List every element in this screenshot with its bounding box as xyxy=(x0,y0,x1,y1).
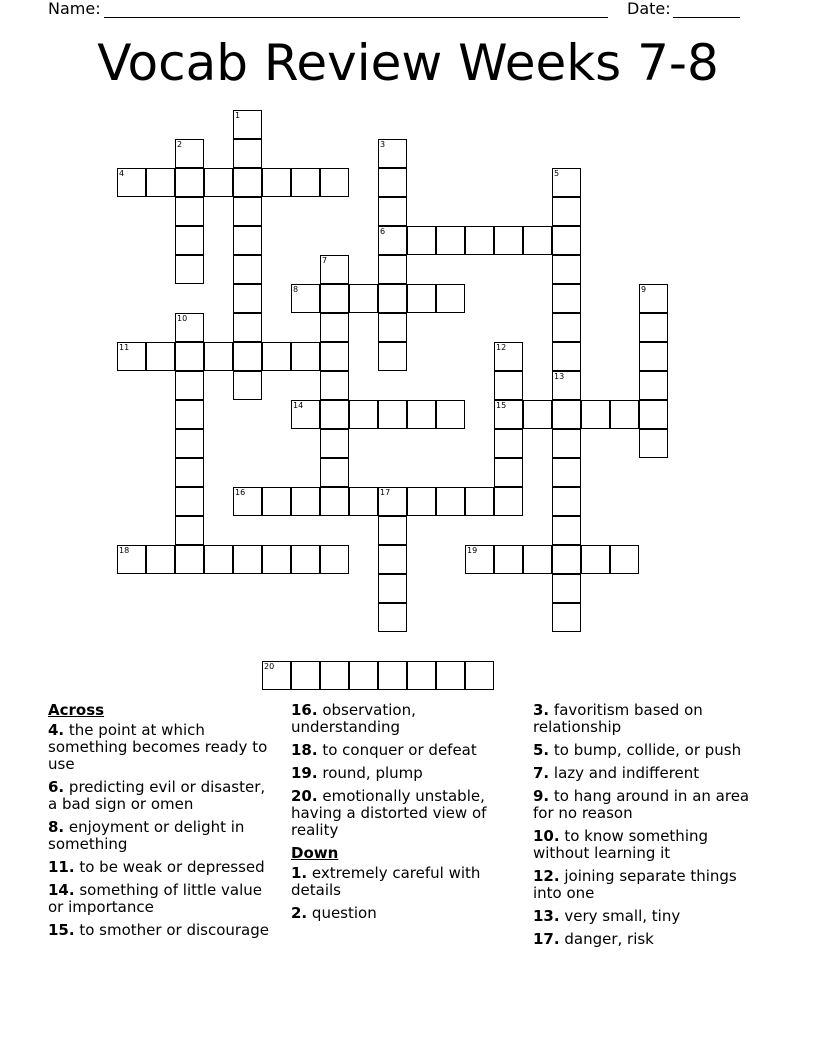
crossword-cell[interactable] xyxy=(494,487,523,516)
cell-number: 1 xyxy=(235,111,241,120)
crossword-cell[interactable] xyxy=(291,342,320,371)
crossword-cell[interactable] xyxy=(349,661,378,690)
crossword-cell[interactable] xyxy=(175,487,204,516)
crossword-cell[interactable] xyxy=(291,545,320,574)
crossword-cell[interactable] xyxy=(349,284,378,313)
crossword-cell[interactable] xyxy=(378,342,407,371)
crossword-cell[interactable] xyxy=(378,139,407,168)
clue-down-3: 3. favoritism based on relationship xyxy=(533,701,703,736)
crossword-cell[interactable] xyxy=(262,342,291,371)
crossword-cell[interactable] xyxy=(552,168,581,197)
crossword-cell[interactable] xyxy=(552,516,581,545)
name-label: Name: xyxy=(48,0,101,18)
crossword-cell[interactable] xyxy=(552,284,581,313)
crossword-cell[interactable] xyxy=(320,487,349,516)
crossword-cell[interactable] xyxy=(233,545,262,574)
crossword-cell[interactable] xyxy=(291,661,320,690)
crossword-cell[interactable] xyxy=(581,545,610,574)
crossword-cell[interactable] xyxy=(175,168,204,197)
crossword-cell[interactable] xyxy=(552,429,581,458)
crossword-cell[interactable] xyxy=(494,400,523,429)
crossword-cell[interactable] xyxy=(639,400,668,429)
crossword-cell[interactable] xyxy=(117,545,146,574)
crossword-cell[interactable] xyxy=(494,429,523,458)
crossword-cell[interactable] xyxy=(146,168,175,197)
crossword-cell[interactable] xyxy=(233,197,262,226)
crossword-cell[interactable] xyxy=(175,342,204,371)
crossword-cell[interactable] xyxy=(175,545,204,574)
cell-number: 17 xyxy=(380,488,391,497)
crossword-cell[interactable] xyxy=(291,487,320,516)
crossword-cell[interactable] xyxy=(175,226,204,255)
crossword-cell[interactable] xyxy=(378,255,407,284)
crossword-cell[interactable] xyxy=(233,168,262,197)
across-heading: Across xyxy=(48,701,105,719)
cell-number: 16 xyxy=(235,488,246,497)
clue-down-2: 2. question xyxy=(291,904,377,922)
crossword-cell[interactable] xyxy=(436,661,465,690)
crossword-cell[interactable] xyxy=(465,487,494,516)
crossword-cell[interactable] xyxy=(639,342,668,371)
down-heading: Down xyxy=(291,844,339,862)
crossword-cell[interactable] xyxy=(349,487,378,516)
crossword-cell[interactable] xyxy=(117,342,146,371)
crossword-cell[interactable] xyxy=(320,661,349,690)
crossword-cell[interactable] xyxy=(175,371,204,400)
cell-number: 11 xyxy=(119,343,130,352)
crossword-cell[interactable] xyxy=(175,313,204,342)
crossword-cell[interactable] xyxy=(146,545,175,574)
date-label: Date: xyxy=(627,0,671,18)
crossword-cell[interactable] xyxy=(233,110,262,139)
crossword-cell[interactable] xyxy=(233,226,262,255)
crossword-cell[interactable] xyxy=(494,342,523,371)
crossword-cell[interactable] xyxy=(378,400,407,429)
clue-across-20: 20. emotionally unstable, having a distorted view of reality xyxy=(291,787,487,839)
cell-number: 14 xyxy=(293,401,304,410)
crossword-cell[interactable] xyxy=(320,458,349,487)
crossword-cell[interactable] xyxy=(175,516,204,545)
crossword-cell[interactable] xyxy=(407,661,436,690)
crossword-cell[interactable] xyxy=(320,284,349,313)
crossword-cell[interactable] xyxy=(378,168,407,197)
clue-column-1 xyxy=(48,702,273,945)
crossword-cell[interactable] xyxy=(175,255,204,284)
clue-across-19: 19. round, plump xyxy=(291,764,423,782)
crossword-cell[interactable] xyxy=(552,313,581,342)
crossword-cell[interactable] xyxy=(320,342,349,371)
crossword-cell[interactable] xyxy=(436,226,465,255)
crossword-cell[interactable] xyxy=(407,284,436,313)
clue-down-1: 1. extremely careful with details xyxy=(291,864,481,899)
crossword-cell[interactable] xyxy=(378,226,407,255)
crossword-cell[interactable] xyxy=(175,458,204,487)
clue-down-7: 7. lazy and indifferent xyxy=(533,764,700,782)
crossword-cell[interactable] xyxy=(494,545,523,574)
crossword-cell[interactable] xyxy=(436,284,465,313)
crossword-cell[interactable] xyxy=(320,255,349,284)
crossword-cell[interactable] xyxy=(465,545,494,574)
crossword-cell[interactable] xyxy=(465,226,494,255)
crossword-cell[interactable] xyxy=(233,284,262,313)
crossword-cell[interactable] xyxy=(320,429,349,458)
crossword-cell[interactable] xyxy=(639,313,668,342)
crossword-cell[interactable] xyxy=(639,371,668,400)
crossword-cell[interactable] xyxy=(204,168,233,197)
clue-across-15: 15. to smother or discourage xyxy=(48,921,269,939)
crossword-cell[interactable] xyxy=(378,516,407,545)
crossword-cell[interactable] xyxy=(552,458,581,487)
crossword-cell[interactable] xyxy=(552,255,581,284)
crossword-cell[interactable] xyxy=(407,487,436,516)
crossword-cell[interactable] xyxy=(175,429,204,458)
crossword-cell[interactable] xyxy=(378,313,407,342)
crossword-cell[interactable] xyxy=(320,168,349,197)
clue-across-14: 14. something of little value or importance xyxy=(48,881,263,916)
crossword-cell[interactable] xyxy=(552,226,581,255)
crossword-cell[interactable] xyxy=(552,342,581,371)
crossword-cell[interactable] xyxy=(436,400,465,429)
crossword-cell[interactable] xyxy=(552,197,581,226)
cell-number: 19 xyxy=(467,546,478,555)
clue-down-12: 12. joining separate things into one xyxy=(533,867,737,902)
crossword-cell[interactable] xyxy=(320,313,349,342)
cell-number: 2 xyxy=(177,140,183,149)
crossword-cell[interactable] xyxy=(523,400,552,429)
crossword-cell[interactable] xyxy=(378,197,407,226)
cell-number: 7 xyxy=(322,256,328,265)
clue-across-4: 4. the point at which something becomes ready to use xyxy=(48,721,268,773)
crossword-cell[interactable] xyxy=(233,371,262,400)
crossword-cell[interactable] xyxy=(320,371,349,400)
cell-number: 5 xyxy=(554,169,560,178)
clue-down-5: 5. to bump, collide, or push xyxy=(533,741,742,759)
crossword-cell[interactable] xyxy=(494,458,523,487)
crossword-cell[interactable] xyxy=(233,255,262,284)
crossword-cell[interactable] xyxy=(146,342,175,371)
crossword-cell[interactable] xyxy=(233,487,262,516)
crossword-cell[interactable] xyxy=(552,545,581,574)
crossword-cell[interactable] xyxy=(407,400,436,429)
crossword-cell[interactable] xyxy=(291,168,320,197)
cell-number: 10 xyxy=(177,314,188,323)
crossword-cell[interactable] xyxy=(552,487,581,516)
crossword-cell[interactable] xyxy=(233,139,262,168)
crossword-cell[interactable] xyxy=(262,661,291,690)
crossword-cell[interactable] xyxy=(378,603,407,632)
crossword-cell[interactable] xyxy=(610,545,639,574)
crossword-cell[interactable] xyxy=(175,197,204,226)
clue-down-17: 17. danger, risk xyxy=(533,930,654,948)
crossword-cell[interactable] xyxy=(407,226,436,255)
cell-number: 15 xyxy=(496,401,507,410)
crossword-cell[interactable] xyxy=(262,168,291,197)
cell-number: 20 xyxy=(264,662,275,671)
crossword-cell[interactable] xyxy=(552,371,581,400)
crossword-cell[interactable] xyxy=(523,226,552,255)
crossword-cell[interactable] xyxy=(378,574,407,603)
clue-column-3 xyxy=(533,702,763,954)
crossword-cell[interactable] xyxy=(465,661,494,690)
crossword-cell[interactable] xyxy=(378,545,407,574)
cell-number: 9 xyxy=(641,285,647,294)
crossword-cell[interactable] xyxy=(204,545,233,574)
cell-number: 18 xyxy=(119,546,130,555)
crossword-cell[interactable] xyxy=(175,400,204,429)
crossword-cell[interactable] xyxy=(639,429,668,458)
crossword-cell[interactable] xyxy=(320,400,349,429)
cell-number: 4 xyxy=(119,169,125,178)
crossword-cell[interactable] xyxy=(523,545,552,574)
clue-across-6: 6. predicting evil or disaster, a bad sign or omen xyxy=(48,778,266,813)
crossword-cell[interactable] xyxy=(262,487,291,516)
crossword-cell[interactable] xyxy=(175,139,204,168)
crossword-cell[interactable] xyxy=(552,603,581,632)
cell-number: 3 xyxy=(380,140,386,149)
clue-across-8: 8. enjoyment or delight in something xyxy=(48,818,245,853)
clue-down-9: 9. to hang around in an area for no reason xyxy=(533,787,750,822)
crossword-cell[interactable] xyxy=(204,342,233,371)
crossword-cell[interactable] xyxy=(436,487,465,516)
clue-down-13: 13. very small, tiny xyxy=(533,907,681,925)
clue-across-16: 16. observation, understanding xyxy=(291,701,416,736)
clue-column-2 xyxy=(291,702,506,928)
cell-number: 8 xyxy=(293,285,299,294)
cell-number: 6 xyxy=(380,227,386,236)
crossword-cell[interactable] xyxy=(494,371,523,400)
crossword-cell[interactable] xyxy=(349,400,378,429)
crossword-cell[interactable] xyxy=(320,545,349,574)
crossword-cell[interactable] xyxy=(233,342,262,371)
crossword-cell[interactable] xyxy=(581,400,610,429)
crossword-cell[interactable] xyxy=(291,400,320,429)
crossword-cell[interactable] xyxy=(639,284,668,313)
crossword-cell[interactable] xyxy=(552,574,581,603)
cell-number: 12 xyxy=(496,343,507,352)
clue-across-18: 18. to conquer or defeat xyxy=(291,741,477,759)
crossword-cell[interactable] xyxy=(378,284,407,313)
clue-across-11: 11. to be weak or depressed xyxy=(48,858,265,876)
crossword-cell[interactable] xyxy=(233,313,262,342)
crossword-cell[interactable] xyxy=(117,168,146,197)
page-title: Vocab Review Weeks 7-8 xyxy=(97,34,719,92)
crossword-cell[interactable] xyxy=(552,400,581,429)
clue-down-10: 10. to know something without learning it xyxy=(533,827,709,862)
crossword-cell[interactable] xyxy=(610,400,639,429)
crossword-cell[interactable] xyxy=(378,661,407,690)
crossword-cell[interactable] xyxy=(378,487,407,516)
crossword-cell[interactable] xyxy=(494,226,523,255)
crossword-cell[interactable] xyxy=(291,284,320,313)
crossword-cell[interactable] xyxy=(262,545,291,574)
cell-number: 13 xyxy=(554,372,565,381)
